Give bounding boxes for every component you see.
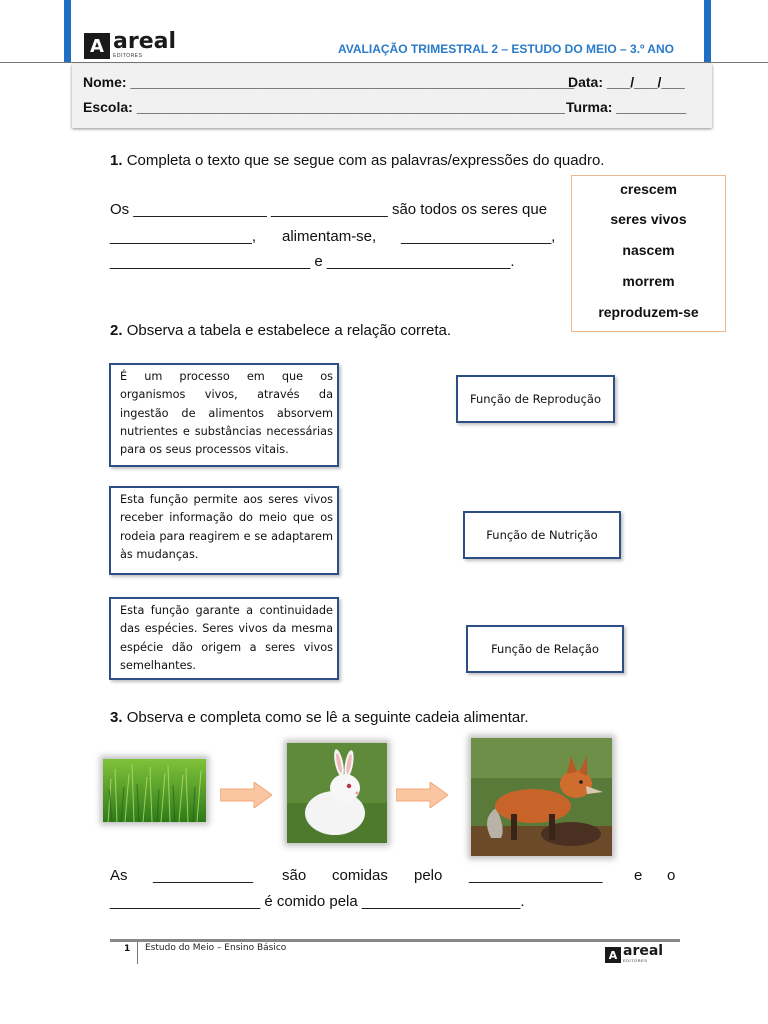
footer-logo-sub: EDITORES — [623, 958, 648, 963]
arrow-right-icon — [396, 782, 448, 808]
logo-word: areal — [113, 29, 177, 54]
question-3-text: Observa e completa como se lê a seguinte cadeia alimentar. — [126, 709, 529, 726]
word-bank-item: nascem — [622, 242, 675, 258]
word-bank-item: reproduzem-se — [598, 304, 699, 320]
class-field-line[interactable]: Turma: _________ — [566, 99, 687, 115]
header-rule — [0, 62, 768, 63]
school-field-line[interactable]: Escola: _______________________________________________________ — [83, 99, 565, 115]
header-logo — [84, 31, 176, 59]
footer-logo-mark-icon: A — [605, 947, 621, 963]
description-box-reproduction[interactable]: Esta função garante a continuidade das espécies. Seres vivos da mesma espécie dão origem a seres vivos semelhantes. — [109, 597, 339, 680]
q3-line-1-word: pelo — [414, 867, 443, 884]
q1-text-line-2c[interactable]: __________________, — [401, 228, 556, 245]
q1-text-line-2b: alimentam-se, — [282, 228, 377, 245]
rabbit-illustration — [287, 743, 387, 843]
function-box-nutrition[interactable]: Função de Nutrição — [463, 511, 621, 559]
identification-box — [72, 64, 712, 128]
question-2-number: 2. — [110, 322, 123, 339]
q1-text-line-1[interactable]: Os ________________ ______________ são todos os seres que — [110, 201, 548, 218]
word-bank-item: seres vivos — [610, 211, 687, 227]
document-title: AVALIAÇÃO TRIMESTRAL 2 – ESTUDO DO MEIO – 3.º ANO — [338, 42, 674, 56]
grass-illustration — [103, 759, 206, 822]
name-field-line[interactable]: Nome: _________________________________________________________ — [83, 74, 575, 90]
q3-line-2[interactable]: __________________ é comido pela ___________________. — [110, 893, 525, 910]
q3-line-1-word: o — [667, 867, 676, 884]
q1-text-line-2a[interactable]: _________________, — [110, 228, 256, 245]
q1-text-line-3[interactable]: ________________________ e ______________________. — [110, 253, 515, 270]
q3-line-1-blank[interactable]: ________________ — [469, 867, 603, 884]
q3-line-1-word: comidas — [332, 867, 388, 884]
header-accent-bar-right — [704, 0, 711, 62]
header-accent-bar-left — [64, 0, 71, 62]
question-2-text: Observa a tabela e estabelece a relação correta. — [126, 322, 452, 339]
fox-illustration — [471, 738, 612, 856]
question-3-number: 3. — [110, 709, 123, 726]
word-bank-item: crescem — [620, 181, 677, 197]
footer-rule — [110, 939, 680, 942]
q3-line-1-word: e — [634, 867, 643, 884]
question-3-heading — [110, 709, 529, 726]
footer-text: Estudo do Meio – Ensino Básico — [145, 943, 287, 953]
q3-line-1-word: são — [282, 867, 307, 884]
description-box-nutrition[interactable]: É um processo em que os organismos vivos, através da ingestão de alimentos absorvem nutrientes e substâncias necessárias para os seus processos vitais. — [109, 363, 339, 467]
question-1-heading — [110, 152, 604, 169]
footer-logo — [605, 944, 663, 963]
fox-image — [471, 738, 612, 856]
word-bank-box — [571, 175, 726, 332]
question-1-text: Completa o texto que se segue com as palavras/expressões do quadro. — [126, 152, 605, 169]
function-box-reproduction[interactable]: Função de Reprodução — [456, 375, 615, 423]
q3-line-1-blank[interactable]: ____________ — [153, 867, 254, 884]
description-box-relation[interactable]: Esta função permite aos seres vivos receber informação do meio que os rodeia para reagirem e se adaptarem às mudanças. — [109, 486, 339, 575]
footer-separator — [137, 942, 138, 964]
logo-sub: EDITORES — [113, 53, 143, 59]
logo-mark-icon: A — [84, 33, 110, 59]
question-1-number: 1. — [110, 152, 123, 169]
question-2-heading — [110, 322, 451, 339]
footer-page-number: 1 — [124, 944, 131, 954]
grass-image — [103, 759, 206, 822]
rabbit-image — [287, 743, 387, 843]
date-field-line[interactable]: Data: ___/___/___ — [568, 74, 685, 90]
q3-line-1-word: As — [110, 867, 128, 884]
word-bank-item: morrem — [622, 273, 675, 289]
arrow-right-icon — [220, 782, 272, 808]
footer-logo-word: areal — [623, 943, 664, 959]
function-box-relation[interactable]: Função de Relação — [466, 625, 624, 673]
